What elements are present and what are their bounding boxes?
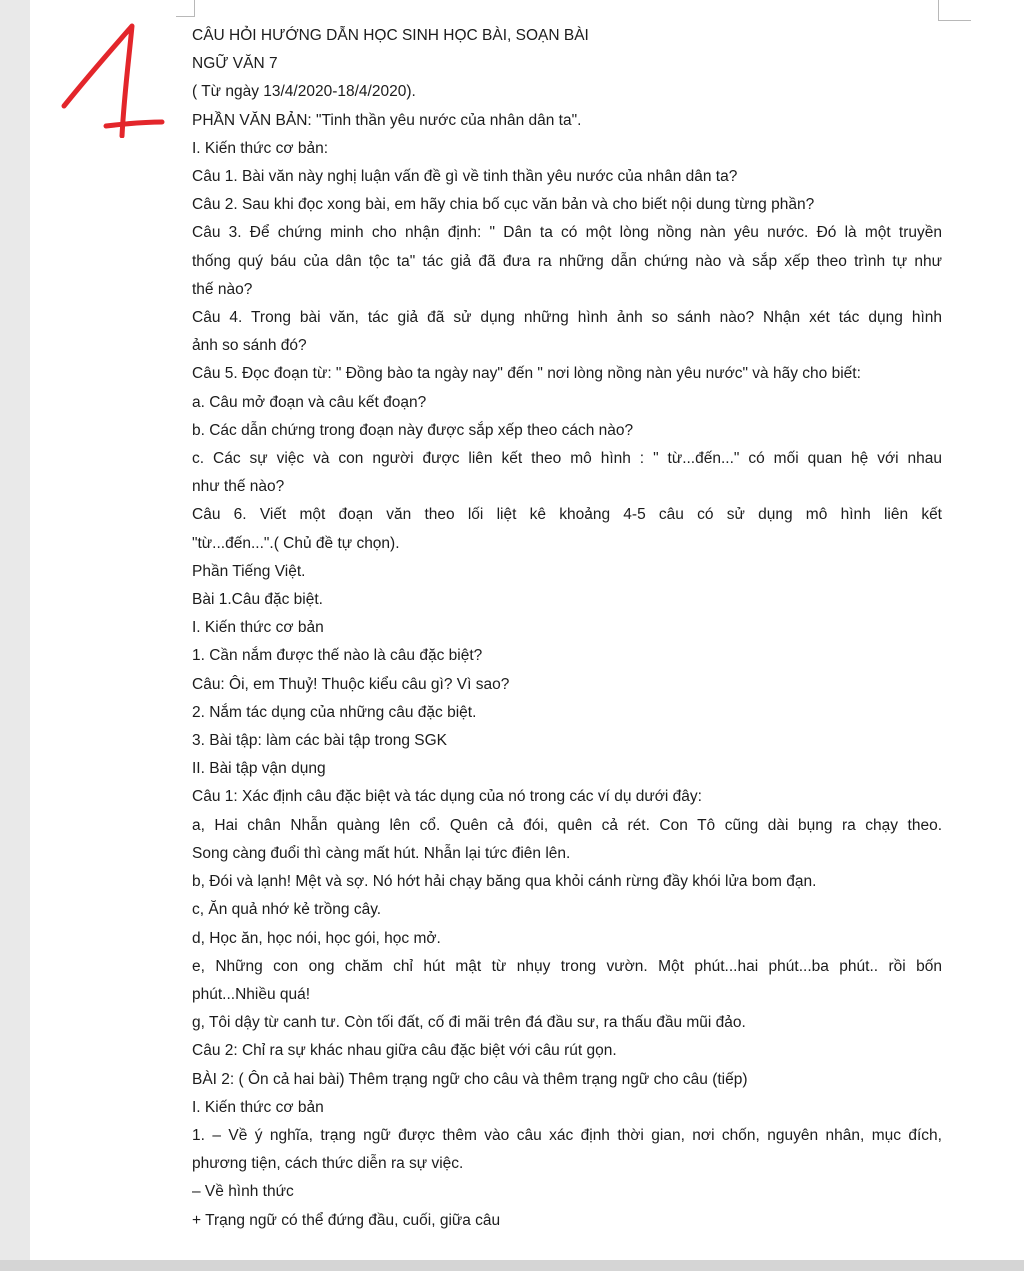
lesson-heading: BÀI 2: ( Ôn cả hai bài) Thêm trạng ngữ cho câu và thêm trạng ngữ cho câu (tiếp) xyxy=(192,1070,748,1088)
question-line: thế nào? xyxy=(192,280,253,298)
crop-mark-top-left xyxy=(176,0,195,17)
subheading: I. Kiến thức cơ bản: xyxy=(192,139,328,157)
example-line: Song càng đuổi thì càng mất hút. Nhẫn lại tức điên lên. xyxy=(192,844,571,862)
crop-mark-top-right xyxy=(938,0,971,21)
section-heading: PHẦN VĂN BẢN: "Tinh thần yêu nước của nhân dân ta". xyxy=(192,111,582,129)
question-line: "từ...đến...".( Chủ đề tự chọn). xyxy=(192,534,400,552)
question-line: c. Các sự việc và con người được liên kết theo mô hình : " từ...đến..." có mối quan hệ với nhau xyxy=(192,450,942,468)
subheading: I. Kiến thức cơ bản xyxy=(192,1098,324,1116)
text-line: Câu: Ôi, em Thuỷ! Thuộc kiểu câu gì? Vì sao? xyxy=(192,675,510,693)
question-line: Câu 2. Sau khi đọc xong bài, em hãy chia bố cục văn bản và cho biết nội dung từng phần? xyxy=(192,196,815,214)
example-line: a, Hai chân Nhẫn quàng lên cổ. Quên cả đói, quên cả rét. Con Tô cũng dài bụng ra chạy theo. xyxy=(192,816,942,834)
text-line: 1. – Về ý nghĩa, trạng ngữ được thêm vào câu xác định thời gian, nơi chốn, nguyên nhân, mục đích, xyxy=(192,1126,942,1144)
subheading: I. Kiến thức cơ bản xyxy=(192,619,324,637)
document-text xyxy=(192,22,942,1235)
question-line: thống quý báu của dân tộc ta" tác giả đã đưa ra những dẫn chứng nào và sắp xếp theo trình tự như xyxy=(192,252,942,270)
handwritten-number-one-mark xyxy=(58,18,168,138)
question-line: như thế nào? xyxy=(192,478,285,496)
text-line: 1. Cần nắm được thế nào là câu đặc biệt? xyxy=(192,647,483,665)
example-line: e, Những con ong chăm chỉ hút mật từ nhụy trong vườn. Một phút...hai phút...ba phút.. rồi bốn xyxy=(192,957,942,975)
lesson-heading: Bài 1.Câu đặc biệt. xyxy=(192,591,323,609)
document-title: CÂU HỎI HƯỚNG DẪN HỌC SINH HỌC BÀI, SOẠN BÀI xyxy=(192,27,589,44)
example-line: b, Đói và lạnh! Mệt và sợ. Nó hớt hải chạy băng qua khỏi cánh rừng đầy khói lửa bom đạn. xyxy=(192,873,817,891)
text-line: – Về hình thức xyxy=(192,1183,294,1201)
question-line: a. Câu mở đoạn và câu kết đoạn? xyxy=(192,393,427,411)
question-line: Câu 2: Chỉ ra sự khác nhau giữa câu đặc biệt với câu rút gọn. xyxy=(192,1042,617,1060)
text-line: 3. Bài tập: làm các bài tập trong SGK xyxy=(192,732,448,750)
text-line: phương tiện, cách thức diễn ra sự việc. xyxy=(192,1155,464,1173)
example-line: g, Tôi dậy từ canh tư. Còn tối đất, cố đi mãi trên đá đầu sư, ra thấu đầu mũi đảo. xyxy=(192,1014,746,1032)
text-line: + Trạng ngữ có thể đứng đầu, cuối, giữa câu xyxy=(192,1211,501,1229)
question-line: Câu 1. Bài văn này nghị luận vấn đề gì về tinh thần yêu nước của nhân dân ta? xyxy=(192,168,738,186)
page-bottom-edge xyxy=(0,1260,1024,1271)
question-line: Câu 4. Trong bài văn, tác giả đã sử dụng những hình ảnh so sánh nào? Nhận xét tác dụng hình xyxy=(192,309,942,327)
question-line: Câu 5. Đọc đoạn từ: " Đồng bào ta ngày nay" đến " nơi lòng nồng nàn yêu nước" và hãy cho biết: xyxy=(192,365,861,383)
question-line: Câu 6. Viết một đoạn văn theo lối liệt kê khoảng 4-5 câu có sử dụng mô hình liên kết xyxy=(192,506,942,524)
section-heading: Phần Tiếng Việt. xyxy=(192,562,306,580)
question-line: b. Các dẫn chứng trong đoạn này được sắp xếp theo cách nào? xyxy=(192,421,634,439)
example-line: c, Ăn quả nhớ kẻ trồng cây. xyxy=(192,901,382,919)
question-line: ảnh so sánh đó? xyxy=(192,337,307,355)
document-subject: NGỮ VĂN 7 xyxy=(192,55,278,73)
question-line: Câu 3. Để chứng minh cho nhận định: " Dân ta có một lòng nồng nàn yêu nước. Đó là một truyền xyxy=(192,224,942,242)
text-line: 2. Nắm tác dụng của những câu đặc biệt. xyxy=(192,703,477,721)
example-line: d, Học ăn, học nói, học gói, học mở. xyxy=(192,929,441,947)
example-line: phút...Nhiều quá! xyxy=(192,985,311,1003)
subheading: II. Bài tập vận dụng xyxy=(192,760,326,778)
date-range: ( Từ ngày 13/4/2020-18/4/2020). xyxy=(192,83,416,101)
question-line: Câu 1: Xác định câu đặc biệt và tác dụng của nó trong các ví dụ dưới đây: xyxy=(192,788,702,806)
